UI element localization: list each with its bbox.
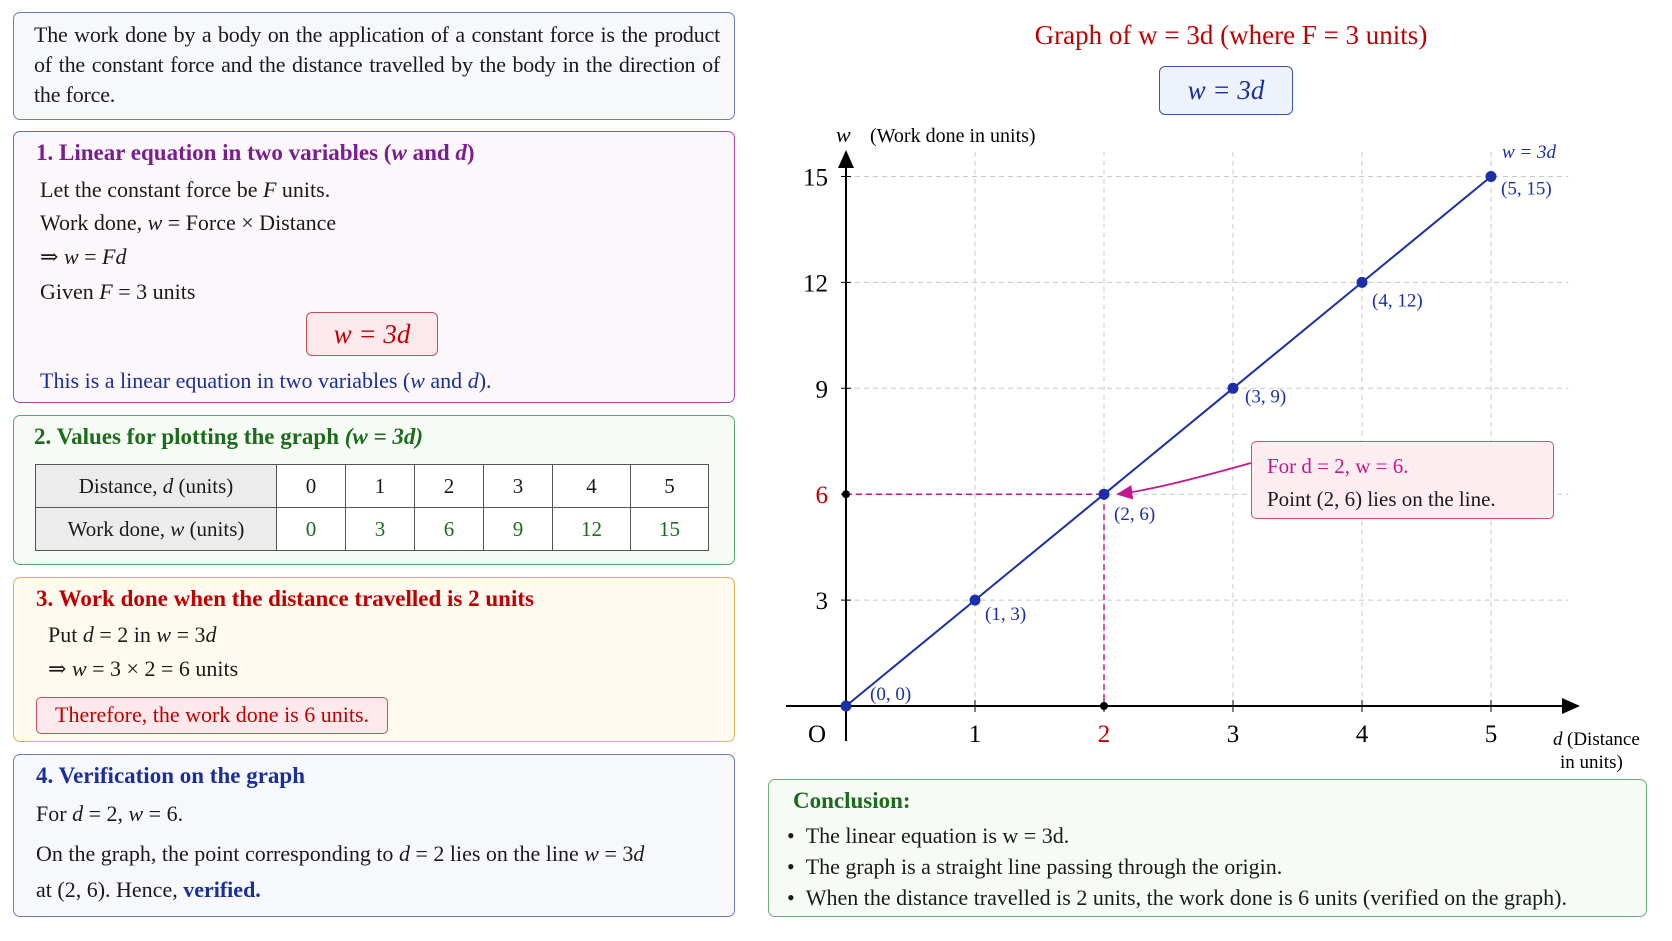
table-cell: 12 bbox=[553, 508, 631, 551]
y-tick-label: 9 bbox=[815, 376, 828, 404]
text-segment: w bbox=[128, 801, 144, 826]
table-cell: 3 bbox=[484, 465, 553, 508]
section3-title: 3. Work done when the distance travelled is 2 units bbox=[36, 586, 534, 611]
text-segment: F bbox=[99, 279, 113, 304]
text-segment: F bbox=[262, 177, 277, 202]
list-item: • The graph is a straight line passing through the origin. bbox=[787, 854, 1283, 879]
text-segment: = 3 bbox=[171, 622, 206, 647]
table-cell: 5 bbox=[631, 465, 709, 508]
text-segment: w bbox=[156, 622, 172, 647]
point-label: (5, 15) bbox=[1501, 178, 1552, 200]
table-cell: 4 bbox=[553, 465, 631, 508]
text-segment: w bbox=[63, 244, 79, 269]
text-segment: d bbox=[162, 473, 174, 498]
text-segment: = 3 units bbox=[112, 279, 196, 304]
text-segment: = 3 bbox=[598, 841, 634, 866]
text-segment: Distance, bbox=[78, 473, 163, 498]
text-segment: Given bbox=[40, 279, 100, 304]
callout-arrow bbox=[1118, 463, 1251, 494]
intro-text: The work done by a body on the application of a constant force is the product of the constant force and the distance travelled by the body in the direction of the force. bbox=[34, 22, 720, 107]
conclusion-box bbox=[768, 779, 1647, 917]
table-cell: 0 bbox=[277, 465, 346, 508]
x-axis-var: d bbox=[1553, 729, 1563, 750]
text-segment: w bbox=[410, 368, 425, 393]
text-segment: d bbox=[467, 368, 479, 393]
callout-box bbox=[1251, 441, 1554, 519]
text-segment: ⇒ bbox=[48, 656, 72, 681]
table-cell: 3 bbox=[346, 508, 415, 551]
formula-box: w = 3d bbox=[1159, 66, 1293, 115]
y-tick-label: 6 bbox=[815, 482, 828, 510]
verified-text: verified. bbox=[183, 877, 261, 902]
table-cell: 0 bbox=[277, 508, 346, 551]
text-segment: ). bbox=[478, 368, 492, 393]
data-point bbox=[1486, 171, 1497, 182]
conclusion-item-text: The graph is a straight line passing through the origin. bbox=[805, 854, 1283, 879]
text-segment: w bbox=[391, 140, 407, 165]
text-segment: Work done, bbox=[67, 516, 171, 541]
table-cell: 15 bbox=[631, 508, 709, 551]
conclusion-item-text: The linear equation is w = 3d. bbox=[805, 823, 1070, 848]
data-point bbox=[841, 701, 852, 712]
conclusion-list bbox=[787, 820, 1567, 913]
text-segment: 1. Linear equation in two variables ( bbox=[36, 140, 392, 165]
x-tick-label: 4 bbox=[1355, 721, 1369, 748]
equation-box: w = 3d bbox=[306, 312, 438, 356]
text-segment: For bbox=[36, 801, 73, 826]
text-segment: Fd bbox=[102, 244, 127, 269]
chart-title: Graph of w = 3d (where F = 3 units) bbox=[1034, 20, 1428, 50]
text-segment: w bbox=[170, 516, 185, 541]
text-segment: w bbox=[71, 656, 87, 681]
text-segment: = bbox=[78, 244, 103, 269]
y-axis-var: w bbox=[836, 122, 851, 147]
x-axis-label: (Distance bbox=[1567, 729, 1640, 750]
point-label: (2, 6) bbox=[1114, 504, 1156, 526]
data-point bbox=[1099, 489, 1110, 500]
x-tick-label: 2 bbox=[1097, 721, 1111, 748]
point-label: (4, 12) bbox=[1372, 290, 1423, 312]
text-segment: = 2, bbox=[83, 801, 129, 826]
y-tick-label: 3 bbox=[815, 588, 828, 616]
text-segment: Let the constant force be bbox=[40, 177, 263, 202]
text-segment: ) bbox=[466, 140, 475, 165]
point-label: (3, 9) bbox=[1245, 386, 1287, 408]
conclusion-item-text: When the distance travelled is 2 units, the work done is 6 units (verified on the graph). bbox=[805, 885, 1567, 910]
highlight-x-marker bbox=[1100, 702, 1108, 710]
y-axis-label: (Work done in units) bbox=[870, 125, 1036, 147]
table-cell: 2 bbox=[415, 465, 484, 508]
text-segment: = 2 in bbox=[93, 622, 157, 647]
x-tick-label: 1 bbox=[968, 721, 982, 748]
callout-line2: Point (2, 6) lies on the line. bbox=[1267, 487, 1496, 511]
x-tick-label: 3 bbox=[1226, 721, 1240, 748]
text-segment: This is a linear equation in two variables ( bbox=[40, 368, 411, 393]
data-point bbox=[1228, 383, 1239, 394]
text-segment: Work done, bbox=[40, 210, 148, 235]
text-segment: w bbox=[147, 210, 163, 235]
text-segment: d bbox=[72, 801, 84, 826]
text-segment: = Force × Distance bbox=[162, 210, 337, 235]
text-segment: = 2 lies on the line bbox=[409, 841, 585, 866]
text-segment: 2. Values for plotting the graph bbox=[34, 424, 345, 449]
highlight-y-marker bbox=[842, 490, 850, 498]
text-segment: ⇒ bbox=[40, 244, 64, 269]
data-point bbox=[970, 595, 981, 606]
text-segment: (units) bbox=[173, 473, 234, 498]
y-tick-label: 15 bbox=[803, 164, 828, 192]
text-segment: d bbox=[455, 140, 467, 165]
y-tick-label: 12 bbox=[803, 270, 828, 298]
text-segment: d bbox=[633, 841, 645, 866]
text-segment: = 3 × 2 = 6 units bbox=[86, 656, 239, 681]
point-label: (1, 3) bbox=[985, 604, 1027, 626]
data-point bbox=[1357, 277, 1368, 288]
table-cell: 6 bbox=[415, 508, 484, 551]
x-tick-label: 5 bbox=[1484, 721, 1498, 748]
x-axis-label-cont: in units) bbox=[1560, 752, 1623, 773]
callout-line1: For d = 2, w = 6. bbox=[1267, 454, 1409, 478]
table-cell: 1 bbox=[346, 465, 415, 508]
section4-title: 4. Verification on the graph bbox=[36, 763, 305, 788]
text-segment: d bbox=[205, 622, 217, 647]
text-segment: = 6. bbox=[143, 801, 184, 826]
text-segment: at (2, 6). Hence, bbox=[36, 877, 184, 902]
point-label: (0, 0) bbox=[870, 684, 912, 705]
text-segment: On the graph, the point corresponding to bbox=[36, 841, 399, 866]
conclusion-title: Conclusion: bbox=[793, 788, 911, 813]
text-segment: Put bbox=[48, 622, 83, 647]
text-segment: d bbox=[82, 622, 94, 647]
text-segment: w bbox=[584, 841, 599, 866]
result-box: Therefore, the work done is 6 units. bbox=[36, 697, 388, 734]
text-segment: (units) bbox=[184, 516, 245, 541]
table-cell: 9 bbox=[484, 508, 553, 551]
text-segment: and bbox=[424, 368, 468, 393]
series-label: w = 3d bbox=[1502, 142, 1556, 163]
text-segment: d bbox=[398, 841, 410, 866]
text-segment: units. bbox=[276, 177, 331, 202]
list-item: • When the distance travelled is 2 units, the work done is 6 units (verified on the graph). bbox=[787, 885, 1567, 910]
list-item: • The linear equation is w = 3d. bbox=[787, 823, 1070, 848]
text-segment: and bbox=[406, 140, 456, 165]
text-segment: (w = 3d) bbox=[344, 424, 424, 449]
origin-label: O bbox=[807, 721, 826, 748]
